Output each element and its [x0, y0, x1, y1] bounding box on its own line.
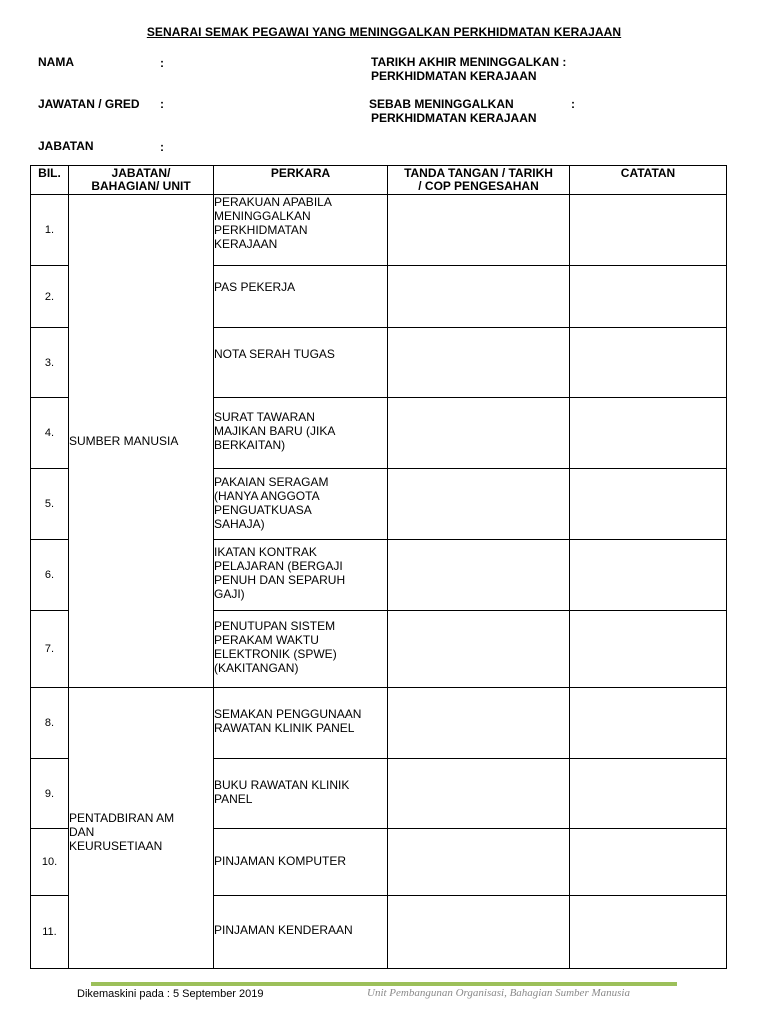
footer-divider: [91, 982, 677, 986]
perkara-line: PAKAIAN SERAGAM: [214, 475, 329, 489]
perkara-line: PENUH DAN SEPARUH: [214, 573, 346, 587]
perkara-cell: [214, 688, 388, 759]
checklist-table: [30, 165, 727, 969]
notes-cell[interactable]: [570, 896, 727, 969]
row-number: 7.: [31, 611, 69, 688]
perkara-cell: [214, 398, 388, 469]
signature-cell[interactable]: [388, 688, 570, 759]
row-number: 9.: [31, 759, 69, 829]
perkara-line: SURAT TAWARAN: [214, 410, 315, 424]
perkara-line: GAJI): [214, 587, 245, 601]
jabatan-colon: :: [160, 140, 164, 154]
catatan-header: CATATAN: [570, 166, 727, 195]
department-line: PENTADBIRAN AM: [69, 811, 175, 825]
perkara-line: (HANYA ANGGOTA: [214, 489, 320, 503]
nama-colon: :: [160, 56, 164, 70]
perkara-cell: [214, 195, 388, 266]
row-number: 10.: [31, 829, 69, 896]
notes-cell[interactable]: [570, 540, 727, 611]
department-line: KEURUSETIAAN: [69, 839, 163, 853]
perkara-line: NOTA SERAH TUGAS: [214, 347, 335, 361]
perkara-line: BERKAITAN): [214, 438, 286, 452]
signature-cell[interactable]: [388, 611, 570, 688]
perkara-cell: [214, 829, 388, 896]
perkara-line: PENUTUPAN SISTEM: [214, 619, 336, 633]
table-header-row: [31, 166, 727, 195]
perkara-line: PANEL: [214, 792, 253, 806]
perkara-line: PERAKUAN APABILA: [214, 195, 332, 209]
notes-cell[interactable]: [570, 398, 727, 469]
signature-cell[interactable]: [388, 266, 570, 328]
signature-cell[interactable]: [388, 328, 570, 398]
tarikh-label-line2: PERKHIDMATAN KERAJAAN: [371, 69, 537, 83]
notes-cell[interactable]: [570, 759, 727, 829]
jawatan-label: JAWATAN / GRED: [38, 97, 140, 111]
perkara-line: MENINGGALKAN: [214, 209, 311, 223]
footer-updated-date: Dikemaskini pada : 5 September 2019: [77, 988, 264, 1000]
notes-cell[interactable]: [570, 328, 727, 398]
jabatan-header-line1: JABATAN/: [111, 166, 171, 180]
perkara-line: SEMAKAN PENGGUNAAN: [214, 707, 362, 721]
signature-cell[interactable]: [388, 896, 570, 969]
row-number: 11.: [31, 896, 69, 969]
row-number: 5.: [31, 469, 69, 540]
notes-cell[interactable]: [570, 266, 727, 328]
jabatan-label: JABATAN: [38, 139, 94, 153]
row-number: 6.: [31, 540, 69, 611]
perkara-line: PAS PEKERJA: [214, 280, 296, 294]
sebab-colon: :: [571, 97, 575, 111]
signature-cell[interactable]: [388, 195, 570, 266]
perkara-line: PELAJARAN (BERGAJI: [214, 559, 343, 573]
signature-cell[interactable]: [388, 398, 570, 469]
perkara-line: PERAKAM WAKTU: [214, 633, 319, 647]
notes-cell[interactable]: [570, 688, 727, 759]
department-line: DAN: [69, 825, 95, 839]
notes-cell[interactable]: [570, 829, 727, 896]
row-number: 2.: [31, 266, 69, 328]
perkara-cell: [214, 759, 388, 829]
jabatan-header: [69, 166, 214, 195]
sebab-label-line1: SEBAB MENINGGALKAN: [369, 97, 514, 111]
perkara-line: PENGUATKUASA: [214, 503, 312, 517]
perkara-line: PERKHIDMATAN: [214, 223, 308, 237]
table-row: [31, 195, 727, 266]
perkara-line: PINJAMAN KENDERAAN: [214, 923, 353, 937]
perkara-line: SAHAJA): [214, 517, 265, 531]
perkara-line: RAWATAN KLINIK PANEL: [214, 721, 355, 735]
perkara-line: KERAJAAN: [214, 237, 278, 251]
perkara-cell: [214, 328, 388, 398]
tanda-tangan-header-line1: TANDA TANGAN / TARIKH: [404, 166, 553, 180]
jabatan-header-line2: BAHAGIAN/ UNIT: [91, 179, 191, 193]
bil-header: BIL.: [31, 166, 69, 195]
department-sumber-manusia: SUMBER MANUSIA: [69, 195, 214, 688]
row-number: 3.: [31, 328, 69, 398]
tarikh-label-line1: TARIKH AKHIR MENINGGALKAN :: [371, 55, 567, 69]
perkara-line: MAJIKAN BARU (JIKA: [214, 424, 336, 438]
perkara-cell: [214, 540, 388, 611]
perkara-cell: [214, 266, 388, 328]
perkara-line: (KAKITANGAN): [214, 661, 299, 675]
perkara-line: BUKU RAWATAN KLINIK: [214, 778, 350, 792]
jawatan-colon: :: [160, 97, 164, 111]
signature-cell[interactable]: [388, 540, 570, 611]
signature-cell[interactable]: [388, 759, 570, 829]
row-number: 4.: [31, 398, 69, 469]
perkara-line: ELEKTRONIK (SPWE): [214, 647, 337, 661]
perkara-header: PERKARA: [214, 166, 388, 195]
signature-cell[interactable]: [388, 829, 570, 896]
notes-cell[interactable]: [570, 469, 727, 540]
perkara-cell: [214, 469, 388, 540]
perkara-cell: [214, 611, 388, 688]
notes-cell[interactable]: [570, 611, 727, 688]
perkara-line: IKATAN KONTRAK: [214, 545, 317, 559]
tanda-tangan-header-line2: / COP PENGESAHAN: [418, 179, 539, 193]
page-title: SENARAI SEMAK PEGAWAI YANG MENINGGALKAN PERKHIDMATAN KERAJAAN: [146, 25, 622, 39]
footer-unit-name: Unit Pembangunan Organisasi, Bahagian Sumber Manusia: [367, 987, 630, 999]
table-row: [31, 688, 727, 759]
perkara-cell: [214, 896, 388, 969]
nama-label: NAMA: [38, 55, 74, 69]
sebab-label-line2: PERKHIDMATAN KERAJAAN: [371, 111, 537, 125]
tanda-tangan-header: [388, 166, 570, 195]
signature-cell[interactable]: [388, 469, 570, 540]
department-pentadbiran-am: [69, 688, 214, 969]
row-number: 1.: [31, 195, 69, 266]
notes-cell[interactable]: [570, 195, 727, 266]
perkara-line: PINJAMAN KOMPUTER: [214, 854, 347, 868]
row-number: 8.: [31, 688, 69, 759]
